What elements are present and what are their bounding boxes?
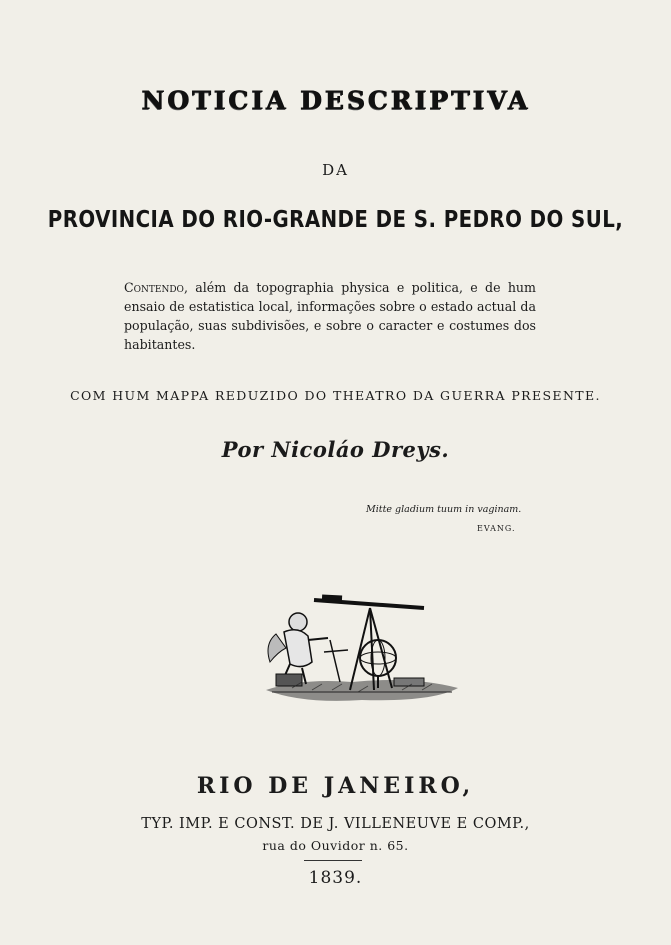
epigraph-source: EVANG. [477, 524, 516, 533]
book-title: NOTICIA DESCRIPTIVA [141, 86, 530, 115]
epigraph-quote: Mitte gladium tuum in vaginam. [366, 504, 522, 515]
imprint-printer: TYP. IMP. E CONST. DE J. VILLENEUVE E COMP., [141, 816, 530, 832]
description-lead: Contendo [124, 280, 184, 295]
province-subtitle: PROVINCIA DO RIO-GRANDE DE S. PEDRO DO SUL, [47, 207, 624, 233]
imprint-year: 1839. [308, 868, 363, 888]
cherub-telescope-icon [262, 578, 462, 710]
imprint-city: RIO DE JANEIRO, [196, 773, 475, 799]
imprint-address: rua do Ouvidor n. 65. [262, 838, 409, 853]
contents-description [124, 278, 536, 354]
imprint-divider [304, 860, 362, 861]
map-note: COM HUM MAPPA REDUZIDO DO THEATRO DA GUERRA PRESENTE. [70, 388, 601, 403]
title-connector: DA [322, 161, 349, 179]
author-line: Por Nicoláo Dreys. [221, 437, 450, 462]
description-text: , além da topographia physica e politica, e de hum ensaio de estatistica local, informações sobre o estado actual da população, suas subdivisões, e sobre o caracter e costumes dos habitantes. [124, 280, 536, 352]
